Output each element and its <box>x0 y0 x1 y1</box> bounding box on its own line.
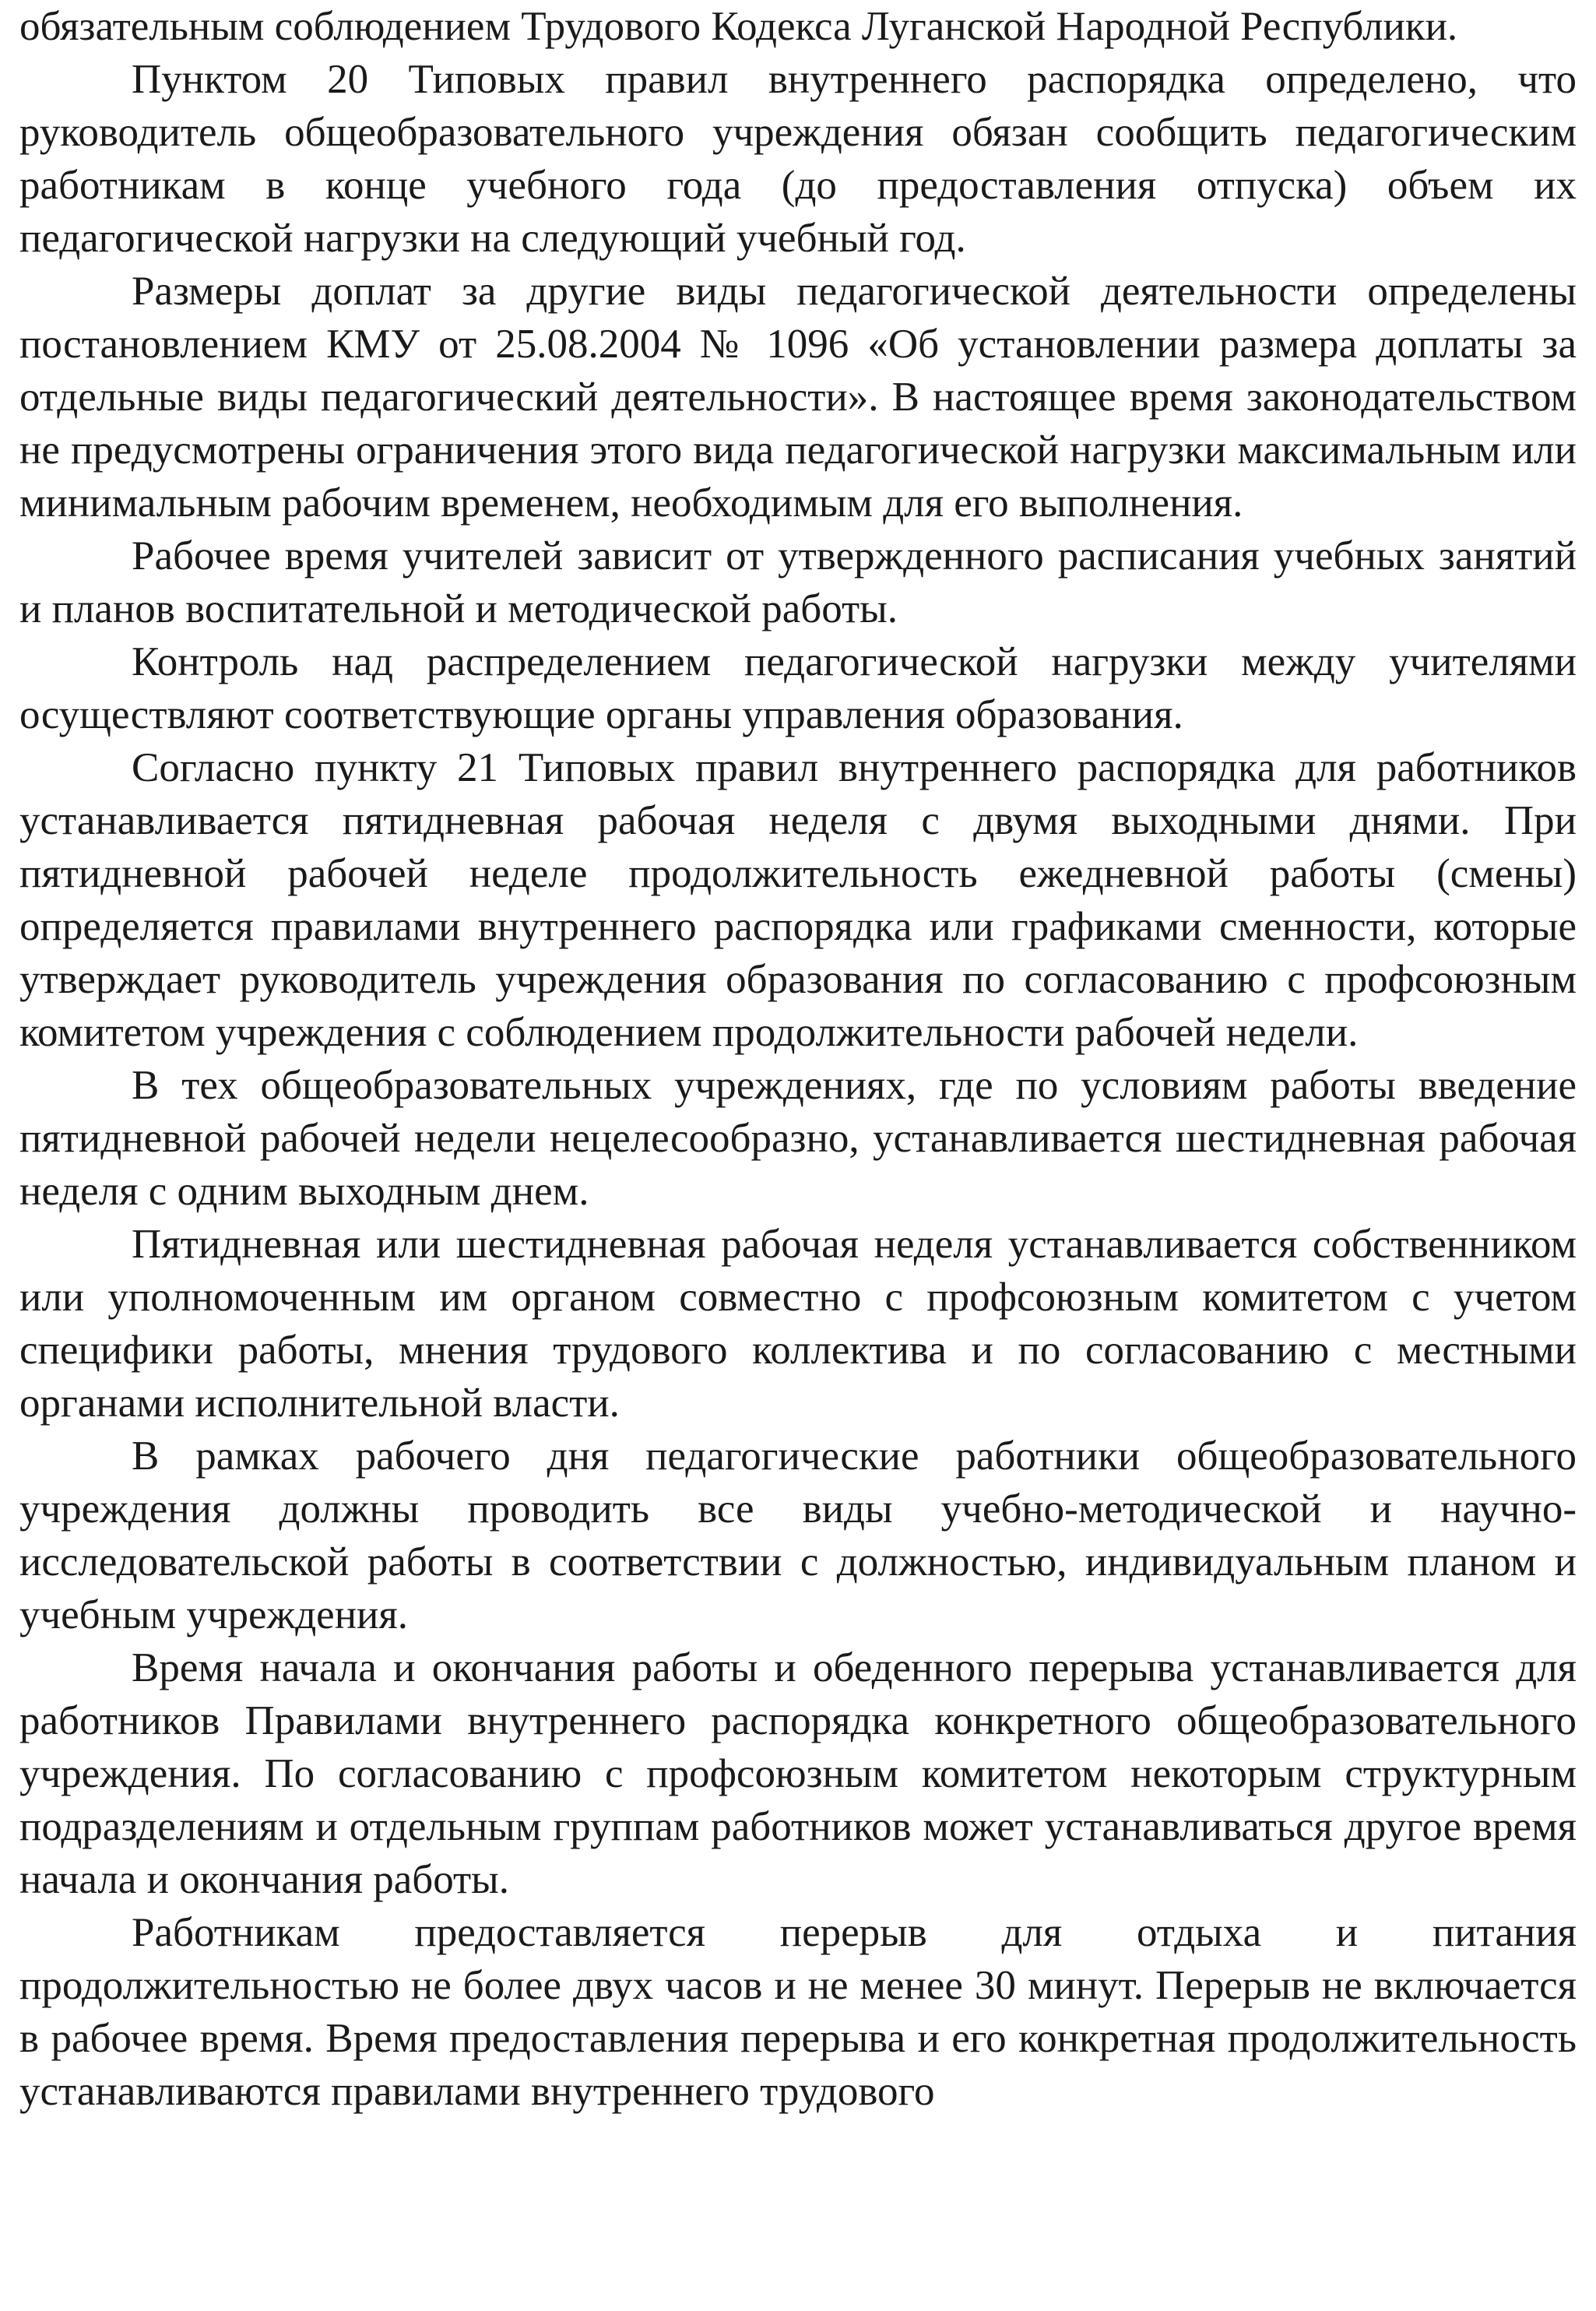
paragraph-continuation: обязательным соблюдением Трудового Кодекса Луганской Народной Республики. <box>19 4 1458 49</box>
paragraph-five-day-week: Согласно пункту 21 Типовых правил внутреннего распорядка для работников устанавливается пятидневная рабочая неделя с двумя выходными днями. При пятидневной рабочей неделе продолжительность ежедневной работы (смены) определяется правилами внутреннего распорядка или графиками сменности, которые утверждает руководитель учреждения образования по согласованию с профсоюзным комитетом учреждения с соблюдением продолжительности рабочей недели. <box>19 745 1577 1055</box>
paragraph-work-hours: Время начала и окончания работы и обеденного перерыва устанавливается для работников Правилами внутреннего распорядка конкретного общеобразовательного учреждения. По согласованию с профсоюзным комитетом некоторым структурным подразделениям и отдельным группам работников может устанавливаться другое время начала и окончания работы. <box>19 1645 1577 1902</box>
paragraph-six-day-week: В тех общеобразовательных учреждениях, где по условиям работы введение пятидневной рабочей недели нецелесообразно, устанавливается шестидневная рабочая неделя с одним выходным днем. <box>19 1063 1577 1214</box>
paragraph-additional-payments: Размеры доплат за другие виды педагогической деятельности определены постановлением КМУ от 25.08.2004 № 1096 «Об установлении размера доплаты за отдельные виды педагогический деятельности». В настоящее время законодательством не предусмотрены ограничения этого вида педагогической нагрузки максимальным или минимальным рабочим временем, необходимым для его выполнения. <box>19 269 1577 526</box>
paragraph-teacher-working-time: Рабочее время учителей зависит от утвержденного расписания учебных занятий и планов воспитательной и методической работы. <box>19 533 1577 631</box>
paragraph-break-time: Работникам предоставляется перерыв для отдыха и питания продолжительностью не более двух часов и не менее 30 минут. Перерыв не включается в рабочее время. Время предоставления перерыва и его конкретная продолжительность устанавливаются правилами внутреннего трудового <box>19 1910 1577 2114</box>
paragraph-week-establishment: Пятидневная или шестидневная рабочая неделя устанавливается собственником или уполномоченным им органом совместно с профсоюзным комитетом с учетом специфики работы, мнения трудового коллектива и по согласованию с местными органами исполнительной власти. <box>19 1222 1577 1426</box>
paragraph-teaching-load-notice: Пунктом 20 Типовых правил внутреннего распорядка определено, что руководитель общеобразовательного учреждения обязан сообщить педагогическим работникам в конце учебного года (до предоставления отпуска) объем их педагогической нагрузки на следующий учебный год. <box>19 57 1577 261</box>
paragraph-workday-activities: В рамках рабочего дня педагогические работники общеобразовательного учреждения должны проводить все виды учебно-методической и научно-исследовательской работы в соответствии с должностью, индивидуальным планом и учебным учреждения. <box>19 1433 1577 1637</box>
document-page <box>19 0 1577 2311</box>
paragraph-load-control: Контроль над распределением педагогической нагрузки между учителями осуществляют соответствующие органы управления образования. <box>19 639 1577 737</box>
